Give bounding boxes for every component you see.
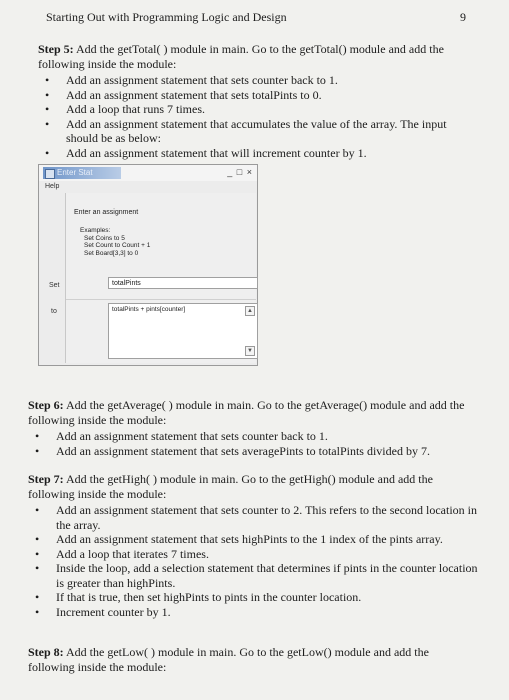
step-5-text: Add the getTotal( ) module in main. Go to the getTotal() module and add the following inside the module: — [38, 42, 444, 71]
step-6-intro — [28, 398, 478, 427]
examples-block — [80, 227, 150, 257]
step-5-list — [38, 73, 458, 160]
list-item: • Add an assignment statement that sets counter back to 1. — [38, 73, 458, 88]
examples-heading: Examples: — [80, 227, 111, 234]
set-label: Set — [49, 282, 60, 289]
list-item: • If that is true, then set highPints to pints in the counter location. — [28, 590, 478, 605]
step-6 — [28, 398, 478, 458]
step-5-intro — [38, 42, 458, 71]
step-8 — [28, 645, 478, 674]
step-6-text: Add the getAverage( ) module in main. Go to the getAverage() module and add the following inside the module: — [28, 398, 465, 427]
page-number: 9 — [460, 10, 466, 24]
list-item: • Add an assignment statement that sets averagePints to totalPints divided by 7. — [28, 444, 478, 459]
page-header — [46, 10, 466, 28]
scroll-up-icon[interactable]: ▲ — [245, 306, 255, 316]
app-icon — [45, 169, 55, 179]
dialog-titlebar — [39, 165, 257, 181]
example-line: Set Coins to 5 — [84, 234, 125, 242]
step-5 — [38, 42, 458, 160]
example-line: Set Count to Count + 1 — [84, 242, 151, 249]
scroll-down-icon[interactable]: ▼ — [245, 346, 255, 356]
to-expression-value: totalPints + pints[counter] — [112, 306, 186, 313]
step-7-label: Step 7: — [28, 472, 64, 486]
step-5-label: Step 5: — [38, 42, 74, 56]
list-item: • Add an assignment statement that sets highPints to the 1 index of the pints array. — [28, 532, 478, 547]
list-item: • Add an assignment statement that sets totalPints to 0. — [38, 88, 458, 103]
step-8-label: Step 8: — [28, 645, 64, 659]
list-item: • Add an assignment statement that sets counter back to 1. — [28, 429, 478, 444]
divider — [66, 299, 256, 300]
list-item: • Add a loop that runs 7 times. — [38, 102, 458, 117]
dialog-prompt: Enter an assignment — [74, 209, 139, 216]
list-item: • Increment counter by 1. — [28, 605, 478, 620]
set-variable-input[interactable]: totalPints — [108, 277, 258, 289]
step-6-label: Step 6: — [28, 398, 64, 412]
list-item: • Add a loop that iterates 7 times. — [28, 547, 478, 562]
list-item: • Add an assignment statement that sets counter to 2. This refers to the second location in the array. — [28, 503, 478, 532]
to-label: to — [51, 308, 57, 315]
assignment-dialog — [38, 164, 258, 366]
step-8-text: Add the getLow( ) module in main. Go to the getLow() module and add the following inside the module: — [28, 645, 429, 674]
example-line: Set Board[3,3] to 0 — [84, 249, 139, 257]
step-8-intro — [28, 645, 478, 674]
window-controls[interactable]: _ □ × — [227, 167, 253, 177]
step-7-intro — [28, 472, 478, 501]
menu-help[interactable]: Help — [45, 183, 60, 190]
step-7-text: Add the getHigh( ) module in main. Go to the getHigh() module and add the following inside the module: — [28, 472, 433, 501]
to-expression-input[interactable] — [108, 303, 258, 359]
dialog-title: Enter Stat — [43, 167, 121, 179]
list-item: • Add an assignment statement that will increment counter by 1. — [38, 146, 458, 161]
step-7 — [28, 472, 478, 619]
step-6-list — [28, 429, 478, 458]
step-7-list — [28, 503, 478, 619]
list-item: • Inside the loop, add a selection statement that determines if pints in the counter location is greater than highPints. — [28, 561, 478, 590]
list-item: • Add an assignment statement that accumulates the value of the array. The input should be as below: — [38, 117, 458, 146]
book-title: Starting Out with Programming Logic and Design — [46, 10, 287, 24]
